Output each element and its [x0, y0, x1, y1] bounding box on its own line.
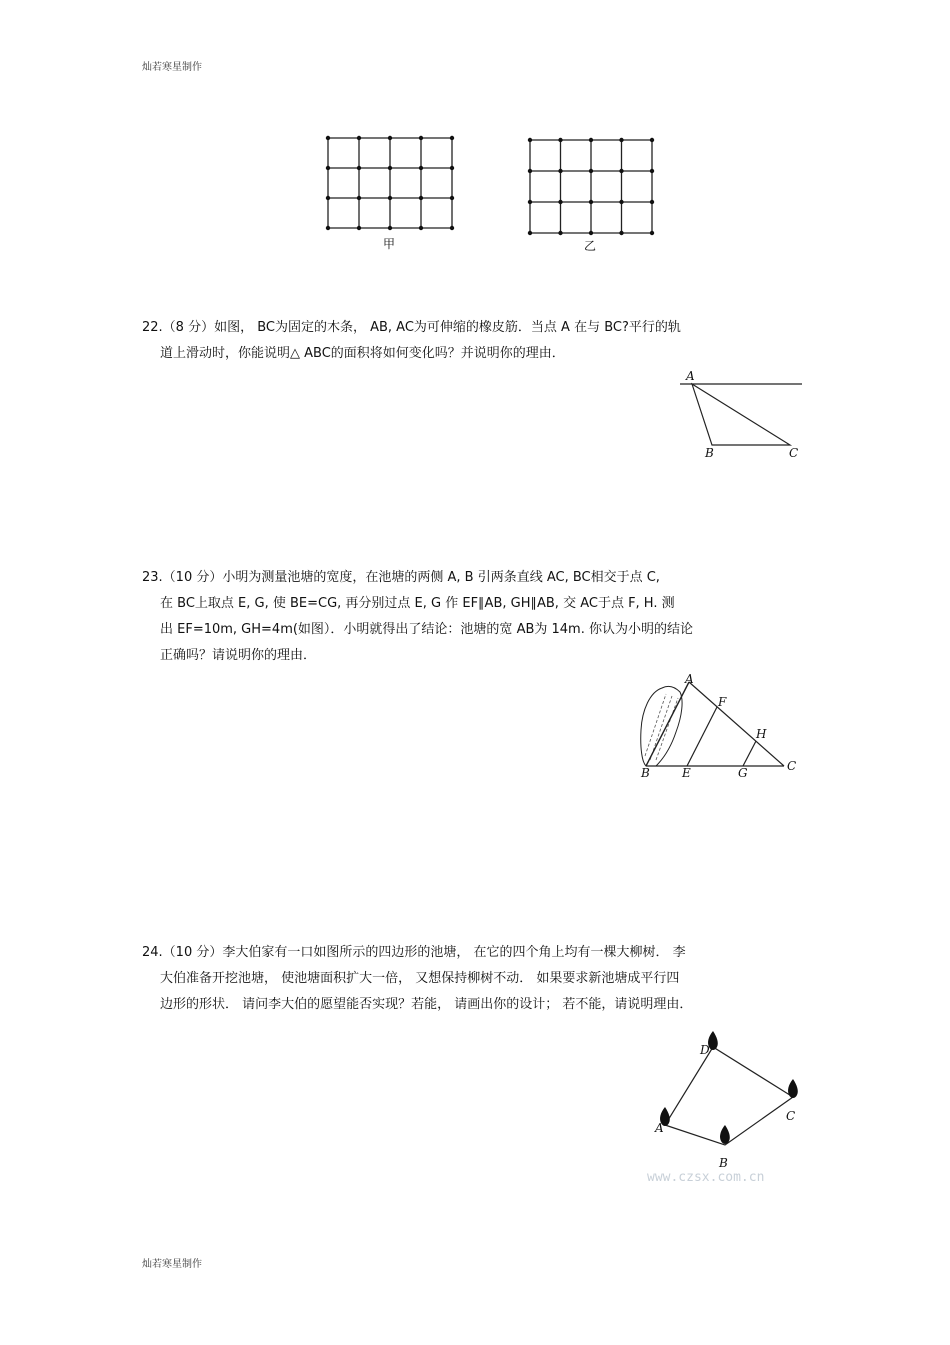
fig24-label-d: D	[700, 1043, 710, 1057]
fig23-label-f: F	[718, 695, 727, 709]
problem-22-line-1: 22.（8 分）如图， BC为固定的木条， AB, AC为可伸缩的橡皮筋．当点 A 在与 BC?平行的轨	[142, 320, 681, 335]
figure-23-pond	[632, 670, 807, 782]
watermark: www.czsx.com.cn	[647, 1170, 765, 1185]
fig23-label-a: A	[685, 672, 694, 686]
grid-yi	[522, 132, 662, 257]
problem-23-line-3: 出 EF=10m, GH=4m(如图）．小明就得出了结论：池塘的宽 AB为 14m. 你认为小明的结论	[160, 622, 693, 637]
fig22-label-b: B	[705, 446, 714, 460]
problem-24-line-2: 大伯准备开挖池塘， 使池塘面积扩大一倍， 又想保持柳树不动． 如果要求新池塘成平行四	[160, 971, 680, 986]
problem-24-line-3: 边形的形状． 请问李大伯的愿望能否实现？若能， 请画出你的设计； 若不能，请说明理由．	[160, 997, 693, 1012]
fig24-label-c: C	[786, 1109, 796, 1123]
problem-24-line-1: 24.（10 分）李大伯家有一口如图所示的四边形的池塘， 在它的四个角上均有一棵大柳树． 李	[142, 945, 686, 960]
problem-23-line-4: 正确吗？请说明你的理由．	[160, 648, 317, 663]
fig22-label-a: A	[686, 369, 695, 383]
grid-jia	[320, 130, 460, 255]
problem-23-line-2: 在 BC上取点 E, G, 使 BE=CG, 再分别过点 E, G 作 EF∥AB, GH∥AB, 交 AC于点 F, H. 测	[160, 596, 675, 611]
problem-22	[142, 315, 814, 367]
problem-22-line-2: 道上滑动时，你能说明△ ABC的面积将如何变化吗？并说明你的理由．	[160, 346, 565, 361]
grid-caption-yi: 乙	[584, 239, 597, 253]
figure-24-quadrilateral	[645, 1025, 810, 1185]
fig23-label-e: E	[682, 766, 691, 780]
page-footer: 灿若寒星制作	[142, 1259, 202, 1270]
fig23-label-b: B	[641, 766, 650, 780]
fig23-label-g: G	[738, 766, 748, 780]
grid-caption-jia: 甲	[383, 237, 396, 251]
problem-23	[142, 565, 814, 669]
fig23-label-c: C	[787, 759, 797, 773]
figure-22-triangle	[672, 368, 807, 463]
page-header: 灿若寒星制作	[142, 62, 202, 73]
fig24-label-a: A	[655, 1121, 664, 1135]
problem-24	[142, 940, 814, 1018]
fig23-label-h: H	[756, 727, 767, 741]
problem-23-line-1: 23.（10 分）小明为测量池塘的宽度，在池塘的两侧 A, B 引两条直线 AC, BC相交于点 C,	[142, 570, 660, 585]
fig24-label-b: B	[719, 1156, 728, 1170]
fig22-label-c: C	[789, 446, 799, 460]
